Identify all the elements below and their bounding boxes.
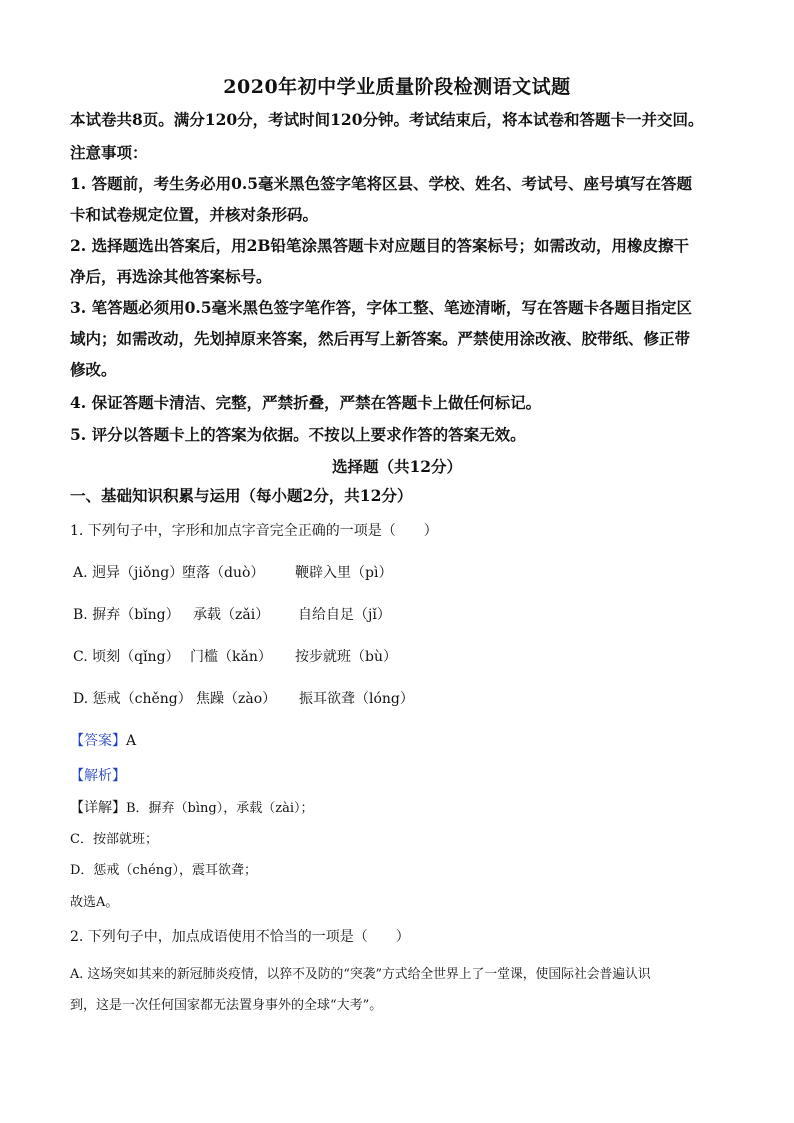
question-2-stem: 2. 下列句子中，加点成语使用不恰当的一项是（ ） bbox=[70, 929, 410, 945]
q1-option-a-2: 堕落（duò） bbox=[182, 565, 265, 581]
section-title: 选择题（共12分） bbox=[331, 457, 463, 476]
notice-item: 净后，再选涂其他答案标号。 bbox=[70, 267, 272, 286]
q1-option-d-1: D. 惩戒（chěng） bbox=[73, 691, 192, 707]
notice-item: 1. 答题前，考生务必用0.5毫米黑色签字笔将区县、学校、姓名、考试号、座号填写在答题 bbox=[70, 174, 693, 193]
page-title: 2020年初中学业质量阶段检测语文试题 bbox=[223, 76, 571, 98]
q1-option-b-3: 自给自足（jǐ） bbox=[298, 607, 391, 623]
q1-analysis bbox=[70, 765, 730, 785]
notice-heading: 注意事项： bbox=[70, 143, 148, 162]
notice-item: 卡和试卷规定位置，并核对条形码。 bbox=[70, 205, 319, 224]
q1-option-c-2: 门槛（kǎn） bbox=[190, 649, 272, 665]
part-heading: 一、基础知识积累与运用（每小题2分，共12分） bbox=[70, 486, 413, 505]
answer-tag: 【答案】 bbox=[70, 733, 126, 749]
notice-item: 3. 笔答题必须用0.5毫米黑色签字笔作答，字体工整、笔迹清晰，写在答题卡各题目指定区 bbox=[70, 298, 693, 317]
q1-option-b-2: 承载（zǎi） bbox=[193, 607, 270, 623]
q1-option-a-1: A. 迥异（jiǒng） bbox=[73, 565, 184, 581]
detail-tag: 【详解】 bbox=[70, 800, 126, 816]
q1-option-b-1: B. 摒弃（bǐng） bbox=[73, 607, 180, 623]
question-1-stem: 1. 下列句子中，字形和加点字音完全正确的一项是（ ） bbox=[70, 523, 438, 539]
q2-option-a-line2: 到，这是一次任何国家都无法置身事外的全球“大考”。 bbox=[70, 998, 383, 1013]
q2-option-a-line1: A. 这场突如其来的新冠肺炎疫情，以猝不及防的“突袭”方式给全世界上了一堂课，使国际社会普遍认识 bbox=[70, 967, 651, 982]
intro-line: 本试卷共8页。满分120分，考试时间120分钟。考试结束后，将本试卷和答题卡一并交回。 bbox=[70, 110, 704, 129]
q1-detail-c: C．按部就班； bbox=[70, 832, 158, 847]
detail-b-text: B．摒弃（bìng），承载（zài）； bbox=[126, 801, 314, 816]
answer-value: A bbox=[126, 733, 137, 749]
notice-item: 5. 评分以答题卡上的答案为依据。不按以上要求作答的答案无效。 bbox=[70, 425, 526, 444]
analysis-tag: 【解析】 bbox=[70, 768, 126, 784]
q1-option-d-3: 振耳欲聋（lóng） bbox=[299, 691, 414, 707]
q1-answer bbox=[70, 730, 730, 750]
q1-option-c-3: 按步就班（bù） bbox=[295, 649, 397, 665]
q1-option-c-1: C. 顷刻（qǐng） bbox=[73, 649, 180, 665]
q1-detail-d: D．惩戒（chéng），震耳欲聋； bbox=[70, 863, 257, 878]
q1-option-a-3: 鞭辟入里（pì） bbox=[295, 565, 393, 581]
q1-detail-b bbox=[70, 797, 730, 817]
q1-conclusion: 故选A。 bbox=[70, 895, 119, 910]
notice-item: 2. 选择题选出答案后，用2B铅笔涂黑答题卡对应题目的答案标号；如需改动，用橡皮擦干 bbox=[70, 236, 689, 255]
notice-item: 4. 保证答题卡清洁、完整，严禁折叠，严禁在答题卡上做任何标记。 bbox=[70, 393, 542, 412]
notice-item: 修改。 bbox=[70, 360, 117, 379]
notice-item: 域内；如需改动，先划掉原来答案，然后再写上新答案。严禁使用涂改液、胶带纸、修正带 bbox=[70, 329, 691, 348]
q1-option-d-2: 焦躁（zào） bbox=[196, 691, 277, 707]
